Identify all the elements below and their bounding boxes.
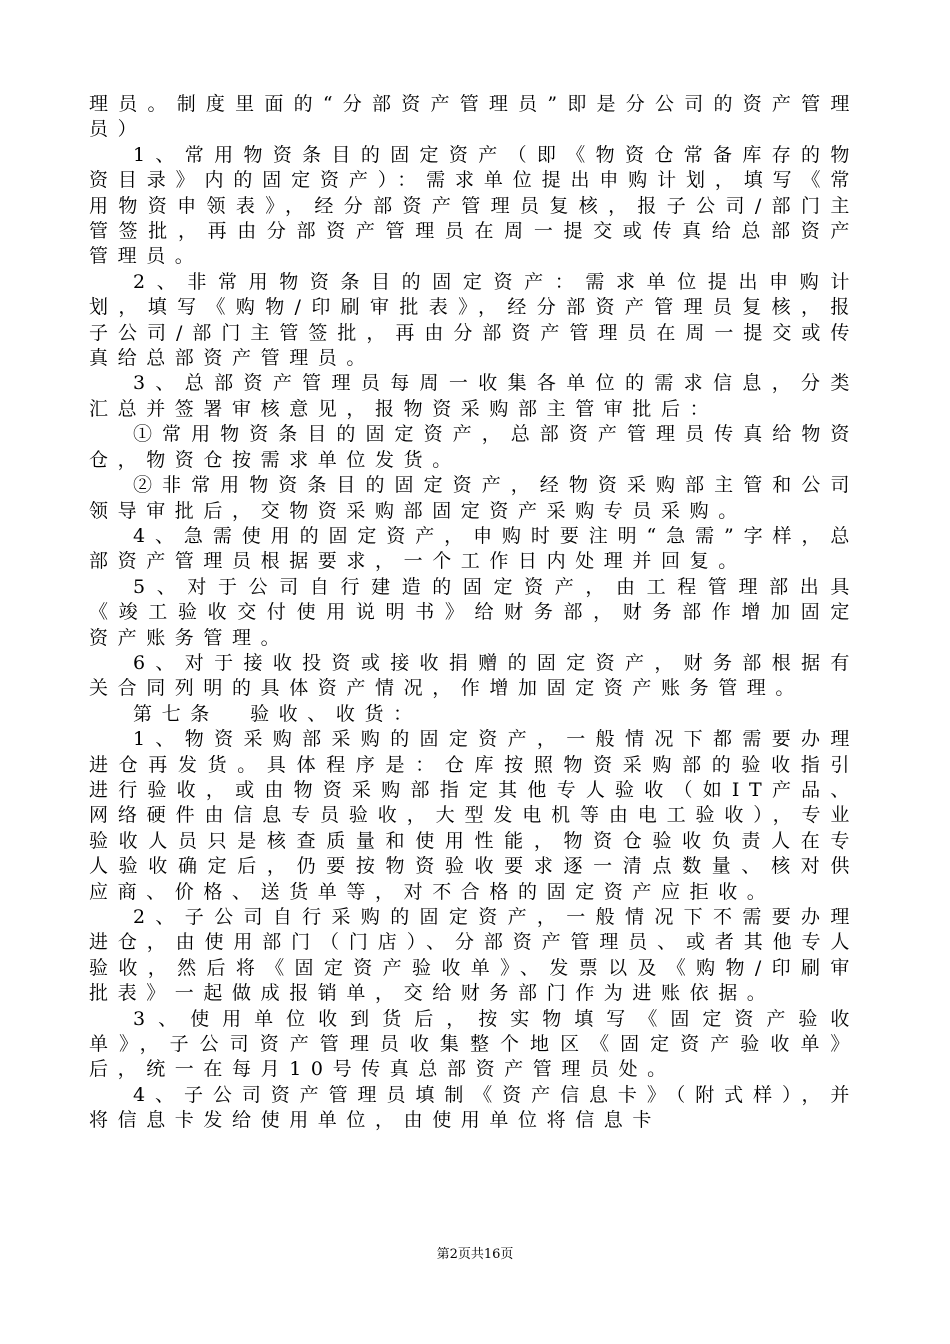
paragraph: 4、急需使用的固定资产，申购时要注明“急需”字样，总部资产管理员根据要求，一个工作日内处理并回复。: [89, 524, 859, 573]
paragraph: 3、使用单位收到货后，按实物填写《固定资产验收单》，子公司资产管理员收集整个地区《固定资产验收单》后，统一在每月10号传真总部资产管理员处。: [89, 1007, 859, 1081]
paragraph: ①常用物资条目的固定资产，总部资产管理员传真给物资仓，物资仓按需求单位发货。: [89, 423, 859, 471]
paragraph: 1、物资采购部采购的固定资产，一般情况下都需要办理进仓再发货。具体程序是：仓库按照物资采购部的验收指引进行验收，或由物资采购部指定其他专人验收（如IT产品、网络硬件由信息专员验收，大型发电机等由电工验收），专业验收人员只是核查质量和使用性能，物资仓验收负责人在专人验收确定后，仍要按物资验收要求逐一清点数量、核对供应商、价格、送货单等，对不合格的固定资产应拒收。: [89, 728, 859, 903]
paragraph: 5、对于公司自行建造的固定资产，由工程管理部出具《竣工验收交付使用说明书》给财务部，财务部作增加固定资产账务管理。: [89, 575, 859, 649]
paragraph: 3、总部资产管理员每周一收集各单位的需求信息，分类汇总并签署审核意见，报物资采购部主管审批后：: [89, 372, 859, 420]
paragraph: 2、非常用物资条目的固定资产：需求单位提出申购计划，填写《购物/印刷审批表》，经分部资产管理员复核，报子公司/部门主管签批，再由分部资产管理员在周一提交或传真给总部资产管理员。: [89, 270, 859, 370]
paragraph: 1、常用物资条目的固定资产（即《物资仓常备库存的物资目录》内的固定资产）：需求单位提出申购计划，填写《常用物资申领表》，经分部资产管理员复核，报子公司/部门主管签批，再由分部资产管理员在周一提交或传真给总部资产管理员。: [89, 143, 859, 268]
paragraph: 4、子公司资产管理员填制《资产信息卡》（附式样），并将信息卡发给使用单位，由使用单位将信息卡: [89, 1083, 859, 1132]
section-heading: 第七条 验收、收货：: [133, 702, 422, 725]
paragraph: 2、子公司自行采购的固定资产，一般情况下不需要办理进仓，由使用部门（门店）、分部资产管理员、或者其他专人验收，然后将《固定资产验收单》、发票以及《购物/印刷审批表》一起做成报销单，交给财务部门作为进账依据。: [89, 906, 859, 1005]
page-number-footer: 第2页共16页: [436, 1247, 514, 1262]
paragraph: ②非常用物资条目的固定资产，经物资采购部主管和公司领导审批后，交物资采购部固定资产采购专员采购。: [89, 474, 859, 522]
paragraph: 理员。制度里面的“分部资产管理员”即是分公司的资产管理员）: [89, 93, 859, 141]
document-body: [89, 92, 859, 1134]
paragraph: 6、对于接收投资或接收捐赠的固定资产，财务部根据有关合同列明的具体资产情况，作增加固定资产账务管理。: [89, 651, 859, 700]
